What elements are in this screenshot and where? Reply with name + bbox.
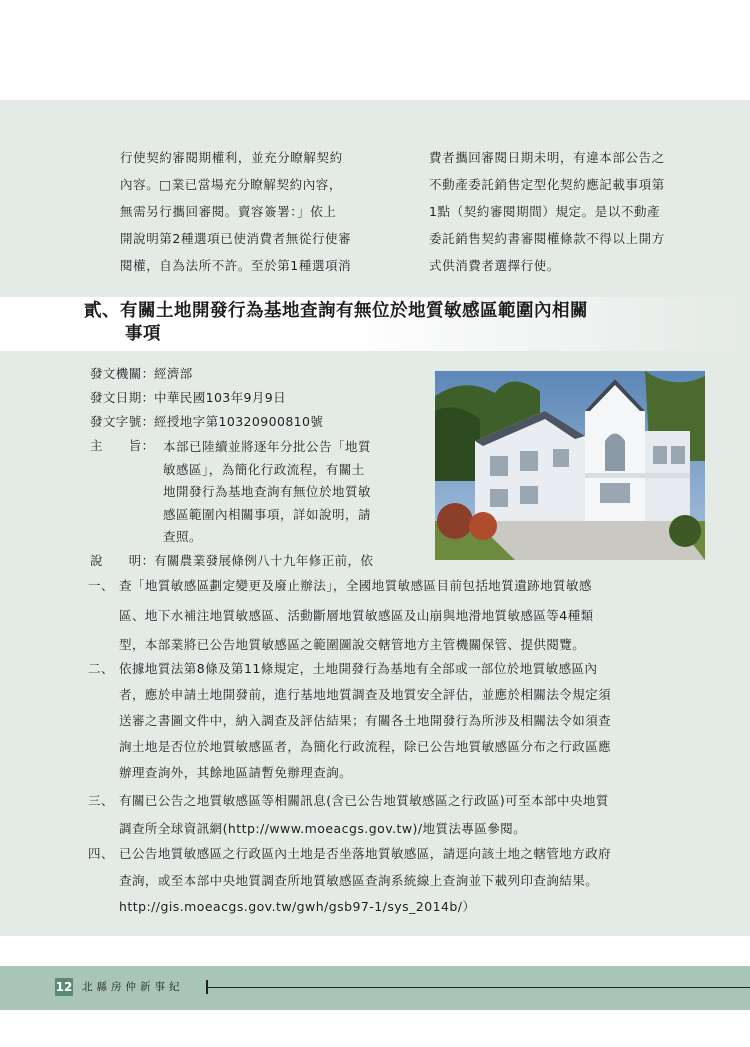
text-line: 閱權，自為法所不許。至於第1種選項消	[120, 258, 352, 273]
item-line: 區、地下水補注地質敏感區、活動斷層地質敏感區及山崩與地滑地質敏感區等4種類	[119, 608, 594, 623]
section-title-line2: 事項	[125, 324, 161, 344]
text-line: 內容。□業已當場充分瞭解契約內容，	[120, 177, 343, 192]
text-line: 不動產委託銷售定型化契約應記載事項第	[429, 177, 665, 192]
item-line: 查詢，或至本部中央地質調查所地質敏感區查詢系統線上查詢並下載列印查詢結果。	[119, 873, 599, 888]
date-value: 中華民國103年9月9日	[154, 390, 287, 405]
text-line: 委託銷售契約書審閱權條款不得以上開方	[429, 231, 665, 246]
item-line: 依據地質法第8條及第11條規定，土地開發行為基地有全部或一部位於地質敏感區內	[119, 661, 598, 676]
section-title-line1: 貳、有關土地開發行為基地查詢有無位於地質敏感區範圍內相關	[84, 301, 588, 321]
item-number: 三、	[88, 793, 114, 808]
subject-line: 本部已陸續並將逐年分批公告「地質	[163, 439, 372, 454]
item-line: 辦理查詢外，其餘地區請暫免辦理查詢。	[119, 765, 353, 780]
item-line: 詢土地是否位於地質敏感區者，為簡化行政流程，除已公告地質敏感區分布之行政區應	[119, 739, 612, 754]
subject-label: 主 旨：	[90, 438, 155, 453]
agency-value: 經濟部	[154, 366, 193, 381]
subject-line: 感區範圍內相關事項，詳如說明，請	[163, 506, 372, 522]
item-url-line: http://gis.moeacgs.gov.tw/gwh/gsb97-1/sys_2014b/）	[119, 899, 476, 914]
page-number: 12	[55, 980, 73, 994]
text-line: 費者攜回審閱日期未明，有違本部公告之	[429, 150, 665, 165]
apartment-building-photo	[435, 371, 705, 560]
date-row	[90, 388, 286, 408]
description-value: 有關農業發展條例八十九年修正前，依	[154, 553, 374, 568]
item-number: 四、	[88, 846, 114, 861]
item-line: 調查所全球資訊網(http://www.moeacgs.gov.tw)/地質法專區參閱。	[119, 821, 527, 836]
item-line: 查「地質敏感區劃定變更及廢止辦法」，全國地質敏感區目前包括地質遺跡地質敏感	[119, 578, 592, 593]
subject-row	[90, 436, 154, 456]
text-line: 行使契約審閱期權利，並充分瞭解契約	[120, 150, 343, 165]
text-line: 式供消費者選擇行使。	[429, 258, 561, 273]
item-line: 型，本部業將已公告地質敏感區之範圍圖說交轄管地方主管機關保管、提供閱覽。	[119, 637, 586, 652]
description-row	[90, 551, 373, 571]
docno-value: 經授地字第10320900810號	[154, 414, 324, 429]
item-line: 已公告地質敏感區之行政區內土地是否坐落地質敏感區，請逕向該土地之轄管地方政府	[119, 846, 612, 861]
item-line: 者，應於申請土地開發前，進行基地地質調查及地質安全評估，並應於相關法令規定須	[119, 687, 612, 702]
text-line: 1點（契約審閱期間）規定。是以不動產	[429, 204, 661, 219]
description-label: 說 明：	[90, 553, 155, 568]
agency-label: 發文機關：	[90, 366, 155, 381]
docno-row	[90, 412, 323, 432]
magazine-title: 北縣房仲新事紀	[82, 981, 184, 993]
top-left-column	[120, 144, 351, 279]
subject-line: 敏感區」，為簡化行政流程，有關土	[163, 461, 365, 477]
subject-text	[163, 436, 371, 549]
date-label: 發文日期：	[90, 390, 155, 405]
top-right-column	[429, 144, 665, 279]
item-line: 送審之書圖文件中，納入調查及評估結果；有關各土地開發行為所涉及相關法令如須查	[119, 713, 612, 728]
footer-rule	[208, 987, 750, 988]
text-line: 開說明第2種選項已使消費者無從行使審	[120, 231, 352, 246]
subject-line: 查照。	[163, 529, 203, 544]
agency-row	[90, 364, 193, 384]
item-line: 有關已公告之地質敏感區等相關訊息(含已公告地質敏感區之行政區)可至本部中央地質	[119, 793, 609, 808]
item-number: 二、	[88, 661, 114, 676]
docno-label: 發文字號：	[90, 414, 155, 429]
item-number: 一、	[88, 578, 114, 593]
text-line: 無需另行攜回審閱。賣容簽署：」依上	[120, 204, 337, 219]
section-heading	[84, 300, 588, 346]
subject-line: 地開發行為基地查詢有無位於地質敏	[163, 484, 372, 499]
